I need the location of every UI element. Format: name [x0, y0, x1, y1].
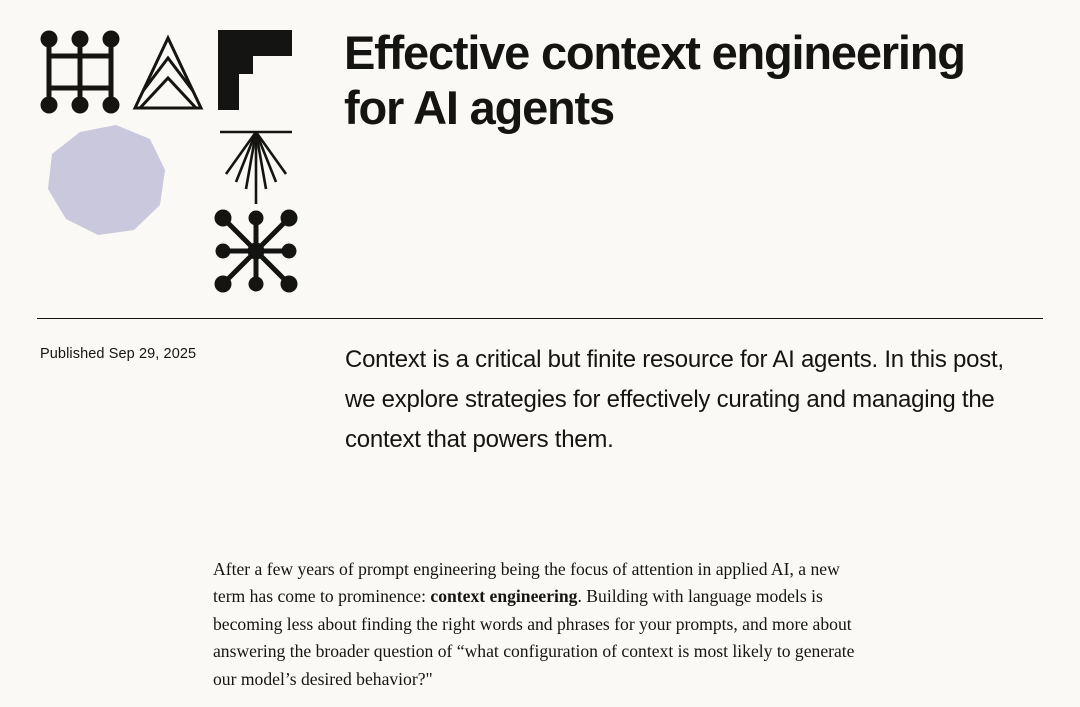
body-emphasis-term: context engineering — [430, 586, 578, 607]
article-body — [213, 556, 873, 693]
nested-triangles-icon — [135, 38, 201, 108]
article-header — [0, 0, 1080, 302]
published-date: Published Sep 29, 2025 — [40, 346, 197, 362]
article-meta-row — [0, 340, 1080, 459]
dot-grid-icon — [41, 31, 120, 114]
body-paragraph — [213, 556, 873, 693]
star-nodes-icon — [215, 210, 298, 293]
decagon-icon — [48, 125, 165, 235]
header-divider — [37, 318, 1043, 319]
body-text-part-1: After a few years of prompt engineering being the focus of attention in applied AI, a new term has come to prominence: — [213, 559, 840, 607]
article-lede: Context is a critical but finite resource for AI agents. In this post, we explore strategies for effectively curating and managing the context that powers them. — [345, 346, 1004, 453]
body-text-part-2: . Building with language models is becoming less about finding the right words and phrases for your prompts, and more about answering the broader question of “what configuration of context is most likely to generate our model’s desired behavior?" — [213, 586, 855, 689]
page-title: Effective context engineering for AI agents — [344, 26, 965, 134]
block-flag-icon — [218, 30, 292, 110]
title-container — [302, 18, 1040, 135]
fan-rays-icon — [220, 132, 292, 204]
abstract-geometric-artwork — [40, 18, 302, 302]
